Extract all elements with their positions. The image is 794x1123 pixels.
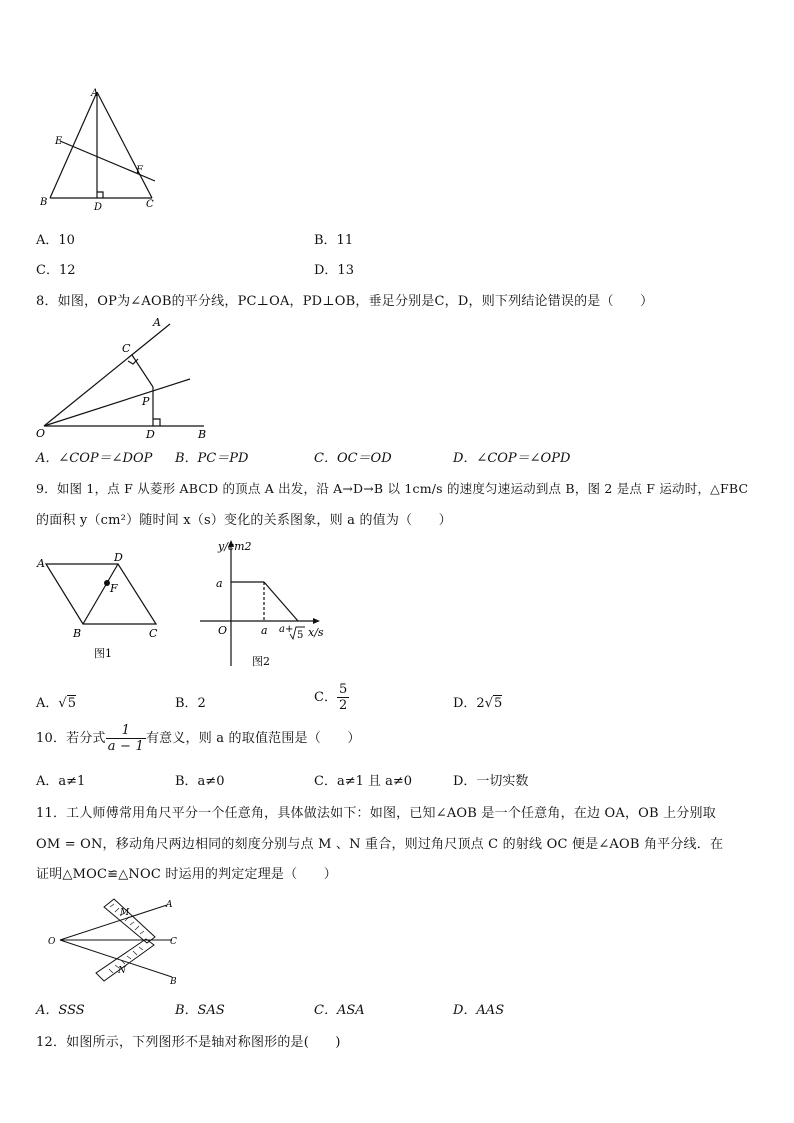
q9-graph-a-plus: a+ bbox=[279, 624, 294, 635]
q9-graph-a-y: a bbox=[216, 577, 223, 590]
q11-label-n: N bbox=[118, 966, 126, 976]
q11-label-m: M bbox=[120, 908, 130, 918]
q8-option-d[interactable]: D．∠COP＝∠OPD bbox=[453, 451, 571, 466]
q9-option-d[interactable] bbox=[453, 692, 502, 711]
q10-option-b[interactable]: B．a≠0 bbox=[175, 774, 225, 789]
q8-label-a: A bbox=[153, 316, 161, 329]
q9-rhombus-figure bbox=[34, 548, 174, 663]
q9-label-a: A bbox=[37, 557, 45, 570]
q9-option-c-denominator: 2 bbox=[338, 698, 348, 713]
q9-graph-a-x: a bbox=[261, 624, 268, 637]
q7-label-b: B bbox=[40, 197, 48, 208]
q11-label-a: A bbox=[166, 900, 173, 910]
q9-option-c[interactable] bbox=[314, 682, 349, 713]
q7-label-f: F bbox=[136, 165, 143, 176]
q10-text-pre: 10．若分式 bbox=[36, 731, 106, 746]
q9-label-c: C bbox=[149, 627, 158, 640]
q10-numerator: 1 bbox=[106, 723, 146, 739]
q9-option-a-label: A． bbox=[36, 696, 59, 711]
q9-label-b: B bbox=[73, 627, 82, 640]
q10-option-d[interactable]: D．一切实数 bbox=[453, 774, 529, 789]
q8-label-d: D bbox=[146, 428, 155, 441]
q11-angle-ruler-figure bbox=[44, 893, 194, 989]
q9-graph-origin: O bbox=[218, 624, 228, 637]
q7-option-d[interactable]: D．13 bbox=[314, 263, 354, 278]
q10-option-c[interactable]: C．a≠1 且 a≠0 bbox=[314, 774, 413, 789]
q7-label-e: E bbox=[55, 136, 63, 147]
q11-label-o: O bbox=[48, 937, 56, 947]
q11-option-a[interactable]: A．SSS bbox=[36, 1003, 85, 1018]
q9-option-d-sqrt: √5 bbox=[484, 696, 503, 711]
q8-text: 8．如图，OP为∠AOB的平分线，PC⊥OA，PD⊥OB，垂足分别是C，D，则下列结论错误的是（ ） bbox=[36, 294, 654, 309]
q8-option-c[interactable]: C．OC＝OD bbox=[314, 451, 392, 466]
q9-fig1-caption: 图1 bbox=[94, 647, 112, 660]
q11-text-line1: 11．工人师傅常用角尺平分一个任意角，具体做法如下：如图，已知∠AOB 是一个任意角，在边 OA，OB 上分别取 bbox=[36, 806, 716, 821]
q9-fig2-caption: 图2 bbox=[252, 655, 270, 668]
q8-label-o: O bbox=[36, 427, 46, 440]
q10-denominator: a − 1 bbox=[107, 739, 144, 754]
q8-label-c: C bbox=[122, 342, 131, 355]
q9-option-a-radicand: 5 bbox=[67, 696, 76, 711]
q9-graph-ylabel: y/cm2 bbox=[218, 540, 252, 553]
q9-text-line1: 9．如图 1，点 F 从菱形 ABCD 的顶点 A 出发，沿 A→D→B 以 1cm/s 的速度匀速运动到点 B，图 2 是点 F 运动时，△FBC bbox=[36, 481, 749, 496]
q7-option-a[interactable]: A．10 bbox=[36, 233, 75, 248]
q9-text-line2: 的面积 y（cm²）随时间 x（s）变化的关系图象，则 a 的值为（ ） bbox=[36, 513, 452, 528]
q7-triangle-figure bbox=[36, 86, 166, 216]
q9-label-f: F bbox=[110, 582, 118, 595]
q11-option-b[interactable]: B．SAS bbox=[175, 1003, 225, 1018]
q9-option-d-label: D．2 bbox=[453, 696, 485, 711]
q9-graph-xlabel: x/s bbox=[308, 626, 324, 639]
q7-label-a: A bbox=[91, 88, 99, 99]
q7-label-d: D bbox=[94, 202, 103, 213]
q11-option-d[interactable]: D．AAS bbox=[453, 1003, 505, 1018]
q7-option-c[interactable]: C．12 bbox=[36, 263, 76, 278]
q9-option-a-sqrt: √5 bbox=[58, 696, 76, 711]
q9-option-a[interactable] bbox=[36, 692, 76, 711]
q9-option-b[interactable]: B．2 bbox=[175, 696, 206, 711]
q11-text-line2: OM = ON，移动角尺两边相同的刻度分别与点 M 、N 重合，则过角尺顶点 C 的射线 OC 便是∠AOB 角平分线．在 bbox=[36, 837, 724, 852]
q10-fraction bbox=[106, 723, 146, 754]
q10-text-post: 有意义，则 a 的取值范围是（ ） bbox=[145, 731, 361, 746]
q8-label-p: P bbox=[142, 395, 150, 408]
q10-text bbox=[36, 723, 361, 754]
q8-option-b[interactable]: B．PC＝PD bbox=[175, 451, 249, 466]
q11-option-c[interactable]: C．ASA bbox=[314, 1003, 365, 1018]
q8-angle-figure bbox=[32, 313, 217, 443]
q9-option-c-numerator: 5 bbox=[338, 682, 348, 697]
q9-label-d: D bbox=[114, 551, 123, 564]
q9-option-d-radicand: 5 bbox=[494, 696, 503, 711]
q8-option-a[interactable]: A．∠COP＝∠DOP bbox=[36, 451, 153, 466]
q9-option-c-fraction bbox=[337, 682, 349, 713]
q7-label-c: C bbox=[146, 199, 154, 210]
q11-text-line3: 证明△MOC≌△NOC 时运用的判定定理是（ ） bbox=[36, 867, 337, 882]
q9-option-c-label: C． bbox=[314, 690, 337, 705]
q8-label-b: B bbox=[198, 428, 207, 441]
q11-label-b: B bbox=[170, 977, 177, 987]
q12-text: 12．如图所示，下列图形不是轴对称图形的是( ) bbox=[36, 1035, 341, 1050]
q9-graph-figure bbox=[196, 538, 336, 670]
q9-graph-root5: 5 bbox=[297, 630, 304, 641]
q11-label-c: C bbox=[170, 937, 177, 947]
q10-option-a[interactable]: A．a≠1 bbox=[36, 774, 86, 789]
q7-option-b[interactable]: B．11 bbox=[314, 233, 354, 248]
